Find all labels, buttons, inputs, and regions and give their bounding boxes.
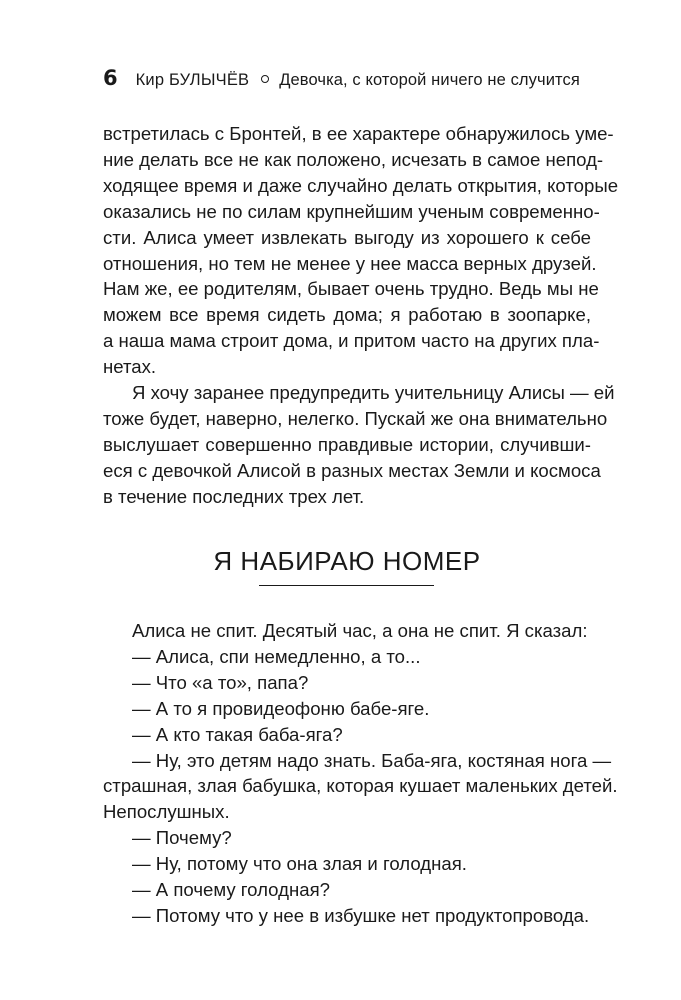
text-line: — Потому что у нее в избушке нет продуктопровода. [132, 904, 590, 926]
intro-text [103, 121, 619, 510]
text-line: а наша мама строит дома, и притом часто на других пла- [103, 330, 600, 352]
page-number: 6 [103, 66, 118, 90]
text-line: — Ну, потому что она злая и голодная. [132, 853, 467, 875]
text-line: ходящее время и даже случайно делать открытия, которые [103, 174, 619, 196]
text-line: Я хочу заранее предупредить учительницу Алисы — ей [132, 382, 615, 404]
text-line: — А кто такая баба-яга? [132, 723, 343, 745]
text-line: тоже будет, наверно, нелегко. Пускай же она внимательно [103, 407, 608, 429]
chapter-title: Я НАБИРАЮ НОМЕР [213, 546, 481, 576]
text-line: — Что «а то», папа? [132, 671, 309, 693]
text-line: можем все время сидеть дома; я работаю в зоопарке, [103, 304, 591, 326]
book-title: Девочка, с которой ничего не случится [279, 71, 580, 89]
circle-separator-icon [261, 75, 269, 83]
text-line: в течение последних трех лет. [103, 485, 365, 507]
text-line: — Ну, это детям надо знать. Баба-яга, костяная нога — [132, 749, 612, 771]
text-line: Нам же, ее родителям, бывает очень трудно. Ведь мы не [103, 278, 599, 300]
text-line: выслушает совершенно правдивые истории, случивши- [103, 433, 591, 455]
running-head [103, 66, 603, 96]
text-line: — А то я провидеофоню бабе-яге. [132, 697, 430, 719]
text-line: сти. Алиса умеет извлекать выгоду из хорошего к себе [103, 226, 591, 248]
text-line: отношения, но тем не менее у нее масса верных друзей. [103, 252, 597, 274]
text-line: — А почему голодная? [132, 879, 330, 901]
author-name: Кир БУЛЫЧЁВ [135, 71, 250, 89]
text-line: нетах. [103, 356, 157, 378]
text-line: еся с девочкой Алисой в разных местах Земли и космоса [103, 459, 601, 481]
text-line: Непослушных. [103, 801, 230, 823]
text-line: ние делать все не как положено, исчезать в самое непод- [103, 148, 604, 170]
text-line: Алиса не спит. Десятый час, а она не спит. Я сказал: [132, 620, 588, 641]
text-line: — Почему? [132, 827, 232, 849]
text-line: — Алиса, спи немедленно, а то... [132, 645, 421, 667]
chapter-underline [259, 585, 434, 586]
text-line: страшная, злая бабушка, которая кушает маленьких детей. [103, 775, 618, 797]
text-line: оказались не по силам крупнейшим ученым современно- [103, 200, 600, 222]
text-line: встретилась с Бронтей, в ее характере обнаружилось уме- [103, 123, 614, 144]
dialogue-text [103, 618, 618, 929]
